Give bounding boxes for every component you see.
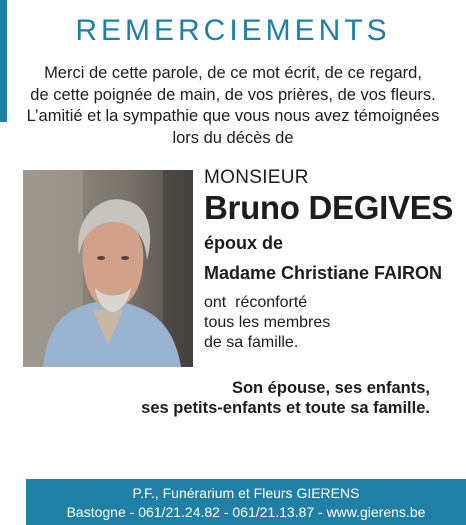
family-line: ses petits-enfants et toute sa famille. [141,399,430,417]
verse-line: de cette poignée de main, de vos prières, de vos fleurs. [30,85,436,104]
comfort-line: tous les membres [204,314,331,331]
verse-line: lors du décès de [172,128,294,147]
deceased-portrait [23,170,193,367]
funeral-home-footer [26,479,466,525]
verse-line: L’amitié et la sympathie que vous nous avez témoignées [26,107,440,125]
funeral-home-contact: Bastogne - 061/21.24.82 - 061/21.13.87 - www.gierens.be [66,504,426,520]
relation-text: époux de [204,233,284,253]
deceased-block [204,167,453,284]
family-line: Son épouse, ses enfants, [231,379,430,397]
spouse-name: Madame Christiane FAIRON [204,263,443,283]
thank-you-verse [10,63,456,149]
comfort-line: ont réconforté [204,294,308,311]
verse-line: Merci de cette parole, de ce mot écrit, de ce regard, [44,64,422,82]
deceased-name: Bruno DEGIVES [204,189,454,226]
honorific: MONSIEUR [204,167,309,188]
family-signature [141,378,430,418]
funeral-home-name: P.F., Funérarium et Fleurs GIERENS [132,485,360,501]
comfort-text [204,293,330,353]
page-title: REMERCIEMENTS [75,14,391,47]
comfort-line: de sa famille. [204,334,299,351]
